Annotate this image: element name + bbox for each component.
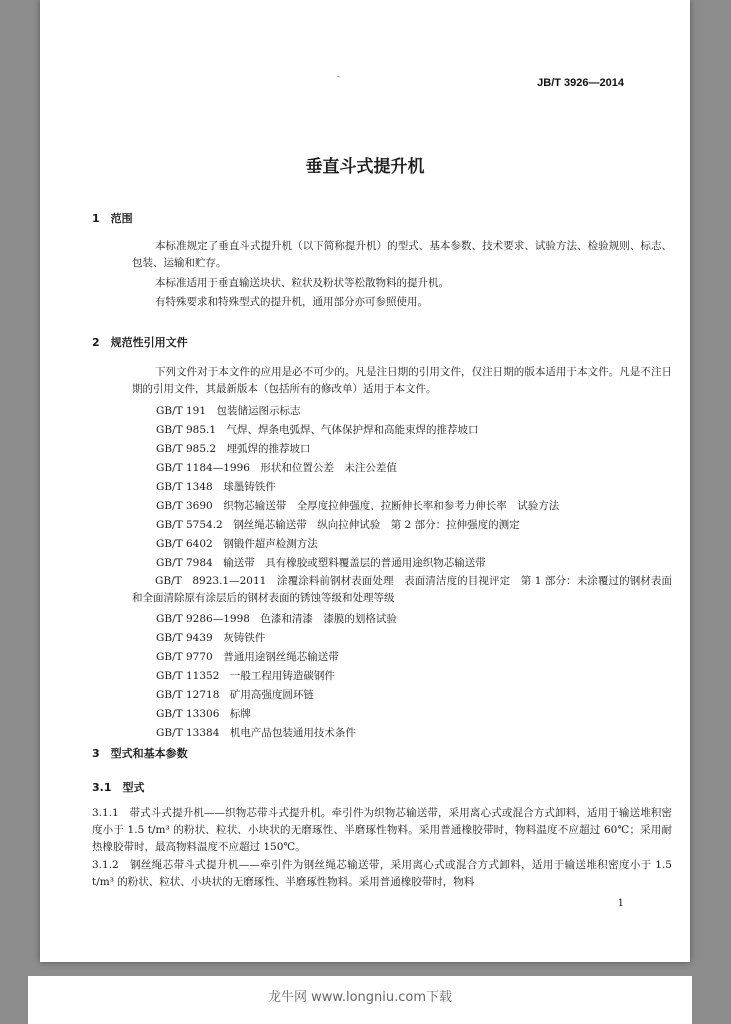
ref-line: GB/T 1348 球墨铸铁件: [156, 481, 276, 493]
clause-3-1-2: 3.1.2 钢丝绳芯带斗式提升机——牵引件为钢丝绳芯输送带，采用离心式或混合方式卸料，适用于输送堆积密度小于 1.5 t/m³ 的粉状、粒状、小块状的无磨琢性、半磨琢性物料。采用普通橡胶带时，物料: [92, 859, 672, 888]
ref-line: GB/T 985.2 埋弧焊的推荐坡口: [156, 443, 311, 455]
ref-line: GB/T 12718 矿用高强度圆环链: [156, 689, 314, 701]
footer-strip: [28, 976, 692, 1024]
section-3-heading: 3 型式和基本参数: [92, 747, 188, 760]
header-tick: -: [337, 72, 340, 81]
ref-line: GB/T 9770 普通用途钢丝绳芯输送带: [156, 651, 339, 663]
section-2-heading: 2 规范性引用文件: [92, 336, 188, 349]
ref-line: GB/T 9286—1998 色漆和清漆 漆膜的划格试验: [156, 613, 397, 625]
ref-line: GB/T 3690 织物芯输送带 全厚度拉伸强度、拉断伸长率和参考力伸长率 试验方法: [156, 500, 560, 512]
standard-code: JB/T 3926—2014: [537, 77, 624, 89]
ref-line: GB/T 13384 机电产品包装通用技术条件: [156, 727, 356, 739]
section-3-1-heading: 3.1 型式: [92, 781, 145, 794]
clause-3-1-1: 3.1.1 带式斗式提升机——织物芯带斗式提升机。牵引件为织物芯输送带，采用离心式或混合方式卸料，适用于输送堆积密度小于 1.5 t/m³ 的粉状、粒状、小块状的无磨琢性、半磨琢性物料。采用普通橡胶带时，物料温度不应超过 60℃；采用耐热橡胶带时，最高物料温度不应超过 150℃。: [92, 807, 672, 853]
ref-line: GB/T 985.1 气焊、焊条电弧焊、气体保护焊和高能束焊的推荐坡口: [156, 424, 479, 436]
ref-line: GB/T 11352 一般工程用铸造碳钢件: [156, 670, 335, 682]
footer-watermark: 龙牛网 www.longniu.com下载: [267, 990, 452, 1005]
ref-line: GB/T 9439 灰铸铁件: [156, 632, 266, 644]
section-1-para-1: 本标准规定了垂直斗式提升机（以下简称提升机）的型式、基本参数、技术要求、试验方法、检验规则、标志、包装、运输和贮存。: [132, 240, 672, 269]
document-page: [40, 0, 690, 962]
section-1-heading: 1 范围: [92, 212, 133, 225]
ref-line: GB/T 6402 钢锻件超声检测方法: [156, 538, 318, 550]
section-2-intro: 下列文件对于本文件的应用是必不可少的。凡是注日期的引用文件，仅注日期的版本适用于本文件。凡是不注日期的引用文件，其最新版本（包括所有的修改单）适用于本文件。: [132, 366, 672, 395]
ref-line: GB/T 13306 标牌: [156, 708, 251, 720]
document-title: 垂直斗式提升机: [305, 157, 425, 177]
page-number: 1: [617, 898, 624, 909]
section-1-para-3: 有特殊要求和特殊型式的提升机，通用部分亦可参照使用。: [155, 296, 428, 308]
section-1-para-2: 本标准适用于垂直输送块状、粒状及粉状等松散物料的提升机。: [155, 277, 449, 289]
ref-line: GB/T 5754.2 钢丝绳芯输送带 纵向拉伸试验 第 2 部分：拉伸强度的测定: [156, 519, 520, 531]
ref-8923: GB/T 8923.1—2011 涂覆涂料前钢材表面处理 表面清洁度的目视评定 第 1 部分：未涂覆过的钢材表面和全面清除原有涂层后的钢材表面的锈蚀等级和处理等级: [132, 575, 672, 604]
ref-line: GB/T 191 包装储运图示标志: [156, 405, 301, 417]
ref-line: GB/T 1184—1996 形状和位置公差 未注公差值: [156, 462, 397, 474]
ref-line: GB/T 7984 输送带 具有橡胶或塑料覆盖层的普通用途织物芯输送带: [156, 557, 486, 569]
